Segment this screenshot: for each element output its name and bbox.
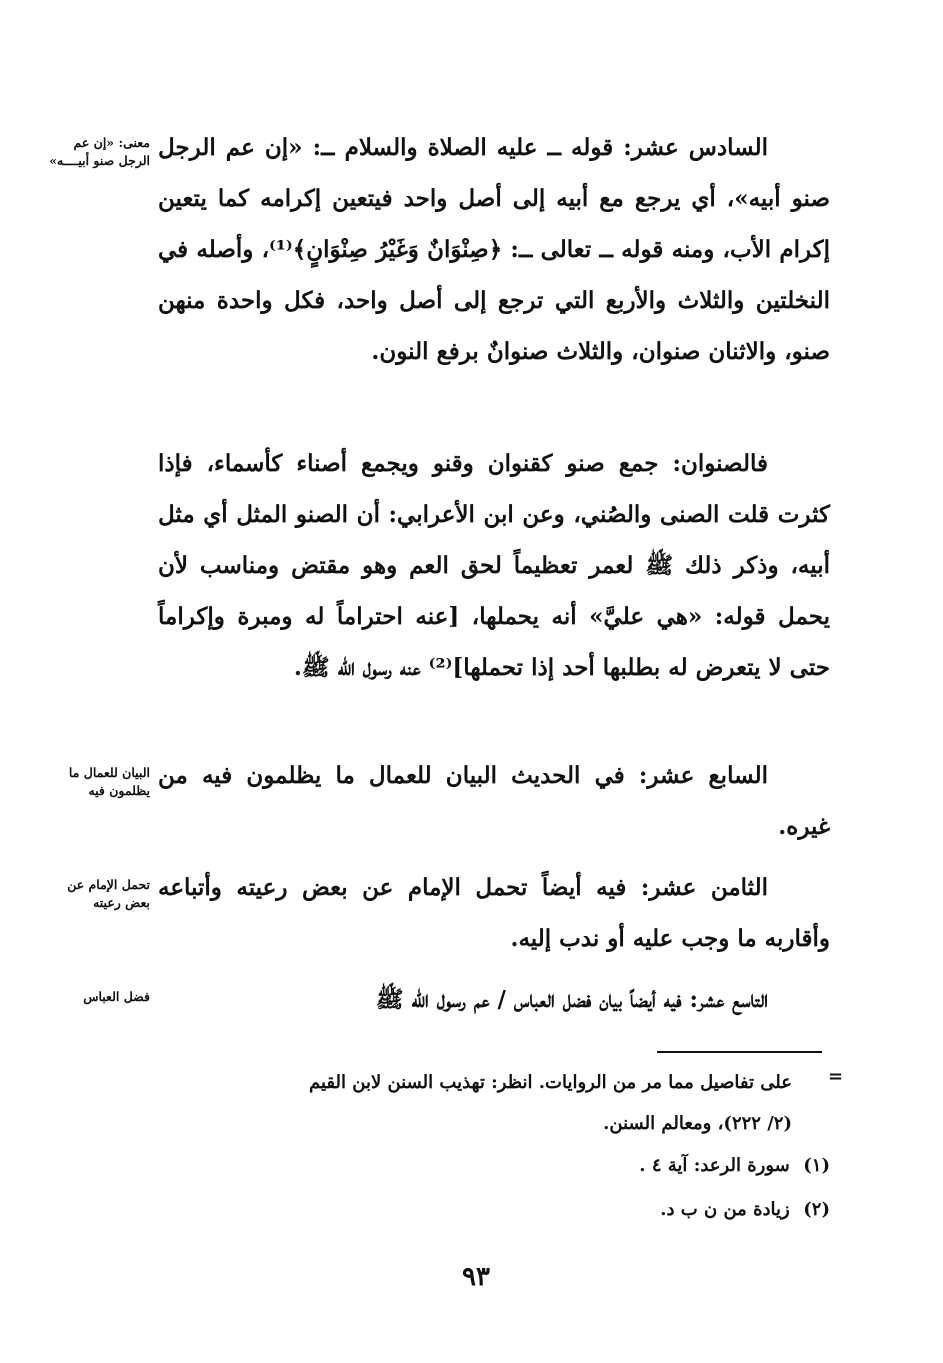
paragraph-16: السادس عشر: قوله ــ عليه الصلاة والسلام ــ: «إن عم الرجل صنو أبيه»، أي يرجع مع أبيه إلى أصل واحد فيتعين إكرامه كما يتعين إكرام الأب، ومنه قوله ــ تعالى ــ: ﴿صِنْوَانٌ وَغَيْرُ صِنْوَانٍ﴾⁽¹⁾، وأصله في النخلتين والثلاث والأربع التي ترجع إلى أصل واحد، فكل واحدة منهن صنو، والاثنان صنوان، والثلاث صنوانٌ برفع النون.	[158, 134, 830, 365]
margin-note-4: فضل العباس	[83, 989, 150, 1004]
main-text	[158, 750, 830, 852]
paragraph-16-continued: فالصنوان: جمع صنو كقنوان وقنو ويجمع أصناء كأسماء، فإذا كثرت قلت الصنى والصُني، وعن ابن الأعرابي: أن الصنو المثل أي مثل أبيه، وذكر ذلك ﷺ لعمر تعظيماً لحق العم وهو مقتض ومناسب لأن يحمل قوله: «هي عليَّ» أنه يحملها، [عنه احتراماً له ومبرة وإكراماً حتى لا يتعرض له بطلبها أحد إذا تحملها]⁽²⁾ عنه رسول الله ﷺ.	[158, 450, 830, 681]
footnote-2	[300, 1193, 830, 1227]
footnote-continuation-line-1: على تفاصيل مما مر من الروايات. انظر: تهذيب السنن لابن القيم	[308, 1072, 792, 1093]
margin-note-3: تحمل الإمام عن بعض رعيته	[67, 877, 150, 910]
footnote-continuation-line-2: (٢/ ٢٢٢)، ومعالم السنن.	[603, 1113, 792, 1134]
page-number: ٩٣	[462, 1262, 490, 1292]
footnote-separator	[657, 1051, 822, 1053]
footnote-continuation-mark: =	[828, 1066, 844, 1087]
footnote-text: زيادة من ن ب د.	[660, 1199, 790, 1220]
paragraph-17: السابع عشر: في الحديث البيان للعمال ما يظلمون فيه من غيره.	[158, 762, 830, 840]
margin-note-1: معنى: «إن عم الرجل صنو أبيــــه»	[49, 135, 150, 168]
footnote-marker: (١)	[803, 1155, 830, 1176]
footnote-marker: (٢)	[803, 1199, 830, 1220]
footnote-1	[300, 1149, 830, 1183]
margin-note-2: البيان للعمال ما يظلمون فيه	[68, 765, 150, 798]
paragraph-18: الثامن عشر: فيه أيضاً تحمل الإمام عن بعض رعيته وأتباعه وأقاربه ما وجب عليه أو ندب إليه.	[158, 874, 830, 952]
paragraph-19: التاسع عشر: فيه أيضاً بيان فضل العباس / عم رسول الله ﷺ	[375, 986, 768, 1013]
main-text	[158, 122, 830, 377]
main-text	[158, 974, 830, 1025]
main-text	[158, 862, 830, 964]
main-text	[158, 438, 830, 693]
footnote-text: سورة الرعد: آية ٤ .	[639, 1155, 790, 1176]
